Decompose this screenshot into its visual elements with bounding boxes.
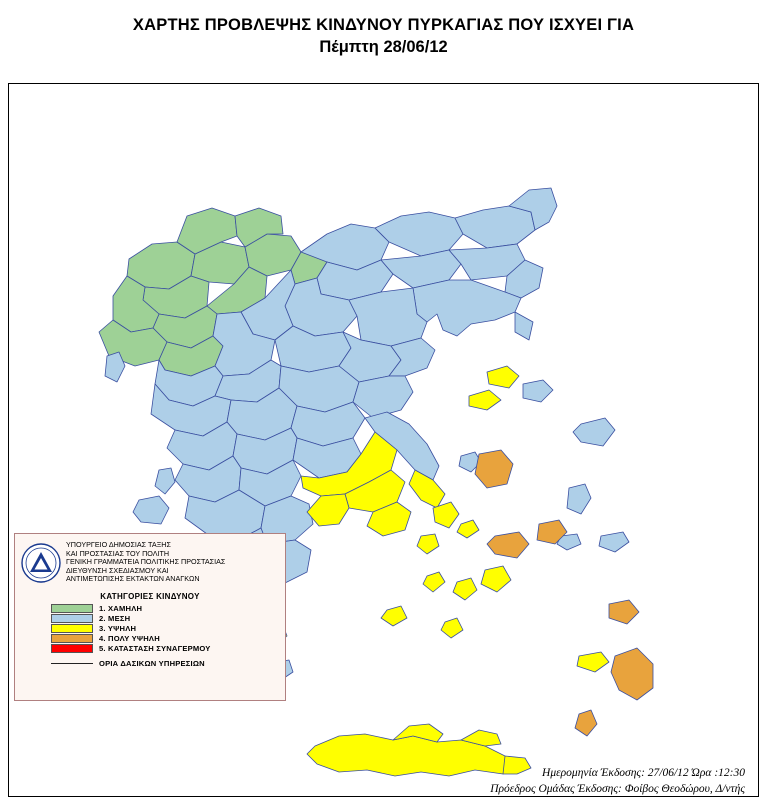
legend-item-high (51, 624, 279, 633)
region-med-19 (353, 376, 413, 418)
legend-label-high: 3. ΥΨΗΛΗ (99, 624, 137, 633)
region-med-lefkada (155, 468, 175, 494)
region-high-attica-4 (307, 494, 349, 526)
legend-org-line-4: ΔΙΕΥΘΥΝΣΗ ΣΧΕΔΙΑΣΜΟΥ ΚΑΙ (66, 565, 169, 575)
region-med-kefalonia (133, 496, 169, 524)
region-med-lesvos (573, 418, 615, 446)
region-veryhigh-karpathos (575, 710, 597, 736)
legend-label-boundary: ΟΡΙΑ ΔΑΣΙΚΩΝ ΥΠΗΡΕΣΙΩΝ (99, 659, 205, 668)
region-high-paros (453, 578, 477, 600)
map-legend (14, 533, 286, 701)
legend-label-low: 1. ΧΑΜΗΛΗ (99, 604, 143, 613)
region-med-chalkidiki (413, 280, 521, 336)
legend-org-line-3: ΓΕΝΙΚΗ ΓΡΑΜΜΑΤΕΙΑ ΠΟΛΙΤΙΚΗΣ ΠΡΟΣΤΑΣΙΑΣ (66, 557, 226, 567)
map-footer (490, 765, 745, 797)
region-high-syros (423, 572, 445, 592)
region-med-limnos (523, 380, 553, 402)
title-line-2: Πέμπτη 28/06/12 (319, 38, 448, 56)
footer-issue-date: Ημερομηνία Έκδοσης: 27/06/12 Ώρα :12:30 (542, 767, 745, 779)
legend-org-line-1: ΥΠΟΥΡΓΕΙΟ ΔΗΜΟΣΙΑΣ ΤΑΞΗΣ (66, 540, 171, 549)
legend-label-alert: 5. ΚΑΤΑΣΤΑΣΗ ΣΥΝΑΓΕΡΜΟΥ (99, 644, 211, 653)
region-high-kea (417, 534, 439, 554)
region-veryhigh-1 (475, 450, 513, 488)
forest-boundary-line-icon (51, 663, 93, 664)
legend-header (21, 539, 279, 587)
legend-swatch-low (51, 604, 93, 613)
region-veryhigh-2 (487, 532, 529, 558)
region-veryhigh-4 (609, 600, 639, 624)
region-high-euboea-n (487, 366, 519, 388)
legend-label-medium: 2. ΜΕΣΗ (99, 614, 131, 623)
region-high-skopelos (469, 390, 501, 410)
legend-item-low (51, 604, 279, 613)
civil-protection-emblem-icon (21, 539, 61, 587)
title-line-1: ΧΑΡΤΗΣ ΠΡΟΒΛΕΨΗΣ ΚΙΝΔΥΝΟΥ ΠΥΡΚΑΓΙΑΣ ΠΟΥ ΙΣΧΥΕΙ ΓΙΑ (132, 16, 635, 34)
legend-item-alert (51, 644, 279, 653)
region-high-naxos (481, 566, 511, 592)
region-med-samos (599, 532, 629, 552)
legend-swatch-high (51, 624, 93, 633)
legend-organization-text (66, 539, 225, 584)
legend-org-line-5: ΑΝΤΙΜΕΤΩΠΙΣΗΣ ΕΚΤΑΚΤΩΝ ΑΝΑΓΚΩΝ (66, 574, 200, 584)
region-group-very-high (475, 450, 653, 736)
legend-label-very-high: 4. ΠΟΛΥ ΥΨΗΛΗ (99, 634, 160, 643)
region-med-chios (567, 484, 591, 514)
region-veryhigh-rhodes (611, 648, 653, 700)
footer-issuer: Πρόεδρος Ομάδας Έκδοσης: Φοίβος Θεοδώρου, Δ/ντής (490, 783, 745, 795)
region-high-santorini (441, 618, 463, 638)
region-high-kos (577, 652, 609, 672)
region-high-milos (381, 606, 407, 626)
legend-org-line-2: ΚΑΙ ΠΡΟΣΤΑΣΙΑΣ ΤΟΥ ΠΟΛΙΤΗ (66, 548, 170, 558)
region-med-2 (375, 212, 463, 256)
region-med-athos (515, 312, 533, 340)
region-high-tinos (457, 520, 479, 538)
legend-swatch-medium (51, 614, 93, 623)
legend-item-medium (51, 614, 279, 623)
legend-item-very-high (51, 634, 279, 643)
legend-categories-title: ΚΑΤΗΓΟΡΙΕΣ ΚΙΝΔΥΝΟΥ (100, 592, 200, 601)
page-title (0, 0, 767, 58)
legend-swatch-very-high (51, 634, 93, 643)
region-med-3 (455, 206, 535, 248)
legend-item-boundary (51, 659, 279, 668)
legend-swatch-alert (51, 644, 93, 653)
